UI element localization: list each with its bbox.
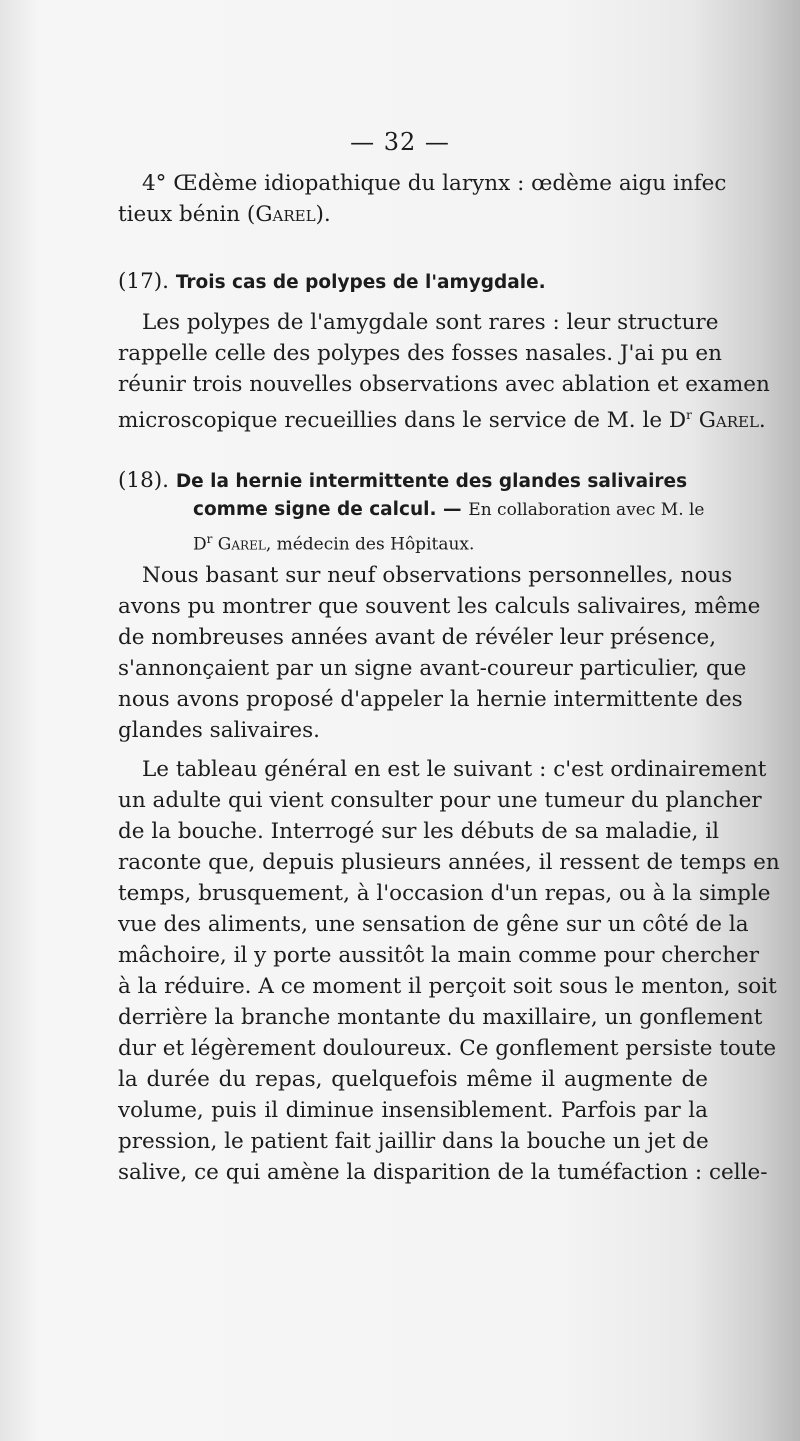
paragraph-line: à la réduire. A ce moment il perçoit soit sous le menton, soit — [118, 974, 777, 999]
paragraph-line: de nombreuses années avant de révéler leur présence, — [118, 625, 717, 650]
item-17-line: réunir trois nouvelles observations avec ablation et examen — [118, 372, 770, 397]
paragraph-line: mâchoire, il y porte aussitôt la main comme pour chercher — [118, 943, 760, 968]
author-name: Garel. — [698, 408, 766, 434]
paragraph-line: s'annonçaient par un signe avant-coureur particulier, que — [118, 656, 747, 681]
paragraph-line: avons pu montrer que souvent les calculs salivaires, même — [118, 594, 761, 619]
item-17-line: rappelle celle des polypes des fosses nasales. J'ai pu en — [118, 341, 722, 366]
paragraph-line: un adulte qui vient consulter pour une tumeur du plancher — [118, 788, 762, 813]
paragraph-line: dur et légèrement douloureux. Ce gonflement persiste toute — [118, 1036, 777, 1061]
paragraph-line: volume, puis il diminue insensiblement. Parfois par la — [118, 1098, 708, 1123]
paragraph-line: Le tableau général en est le suivant : c'est ordinairement — [142, 757, 767, 782]
item-4 — [118, 168, 727, 230]
item-4-line-2 — [118, 199, 708, 230]
item-17 — [118, 266, 708, 298]
superscript: r — [206, 532, 213, 546]
paragraph-line: glandes salivaires. — [118, 718, 320, 743]
item-4-text: tieux bénin ( — [118, 202, 256, 227]
item-17-last-text: microscopique recueillies dans le service de M. le D — [118, 408, 687, 434]
superscript: r — [686, 408, 692, 422]
item-18-subheading — [193, 493, 708, 558]
paragraph-line: derrière la branche montante du maxillaire, un gonflement — [118, 1005, 763, 1030]
item-17-title: Trois cas de polypes de l'amygdale. — [175, 272, 546, 293]
paragraph-line: temps, brusquement, à l'occasion d'un repas, ou à la simple — [118, 881, 771, 906]
item-4-text-end: ). — [315, 202, 331, 227]
paragraph-line: salive, ce qui amène la disparition de la tuméfaction : celle- — [118, 1160, 768, 1185]
item-18-title: De la hernie intermittente des glandes salivaires — [175, 471, 688, 492]
paragraph-1 — [118, 560, 761, 746]
item-17-heading — [118, 266, 708, 298]
item-18-title-line-3 — [193, 526, 708, 558]
item-18-number: (18). — [118, 468, 169, 493]
paragraph-2 — [118, 754, 780, 1188]
paragraph-line: raconte que, depuis plusieurs années, il ressent de temps en — [118, 850, 780, 875]
item-18-collab: En collaboration avec M. le — [468, 500, 705, 520]
item-18-title-cont: comme signe de calcul. — — [193, 499, 462, 520]
author-name: Garel — [217, 534, 266, 555]
item-17-last-line — [118, 400, 766, 436]
item-18-affiliation: , médecin des Hôpitaux. — [265, 534, 475, 555]
item-17-line: Les polypes de l'amygdale sont rares : leur structure — [142, 310, 719, 335]
item-17-number: (17). — [118, 269, 169, 294]
paragraph-line: vue des aliments, une sensation de gêne sur un côté de la — [118, 912, 749, 937]
paragraph-line: pression, le patient fait jaillir dans la bouche un jet de — [118, 1129, 709, 1154]
paragraph-line: Nous basant sur neuf observations personnelles, nous — [142, 563, 733, 588]
item-18-dr: D — [193, 534, 207, 555]
paragraph-line: de la bouche. Interrogé sur les débuts de sa maladie, il — [118, 819, 719, 844]
paragraph-line: la durée du repas, quelquefois même il augmente de — [118, 1067, 708, 1092]
item-4-line-1: 4° Œdème idiopathique du larynx : œdème aigu infec — [142, 171, 727, 196]
page-number: — 32 — — [350, 128, 450, 156]
paragraph-line: nous avons proposé d'appeler la hernie intermittente des — [118, 687, 743, 712]
author-name: Garel — [255, 202, 316, 227]
item-18-title-line-2 — [193, 493, 708, 526]
item-17-body — [118, 307, 770, 436]
